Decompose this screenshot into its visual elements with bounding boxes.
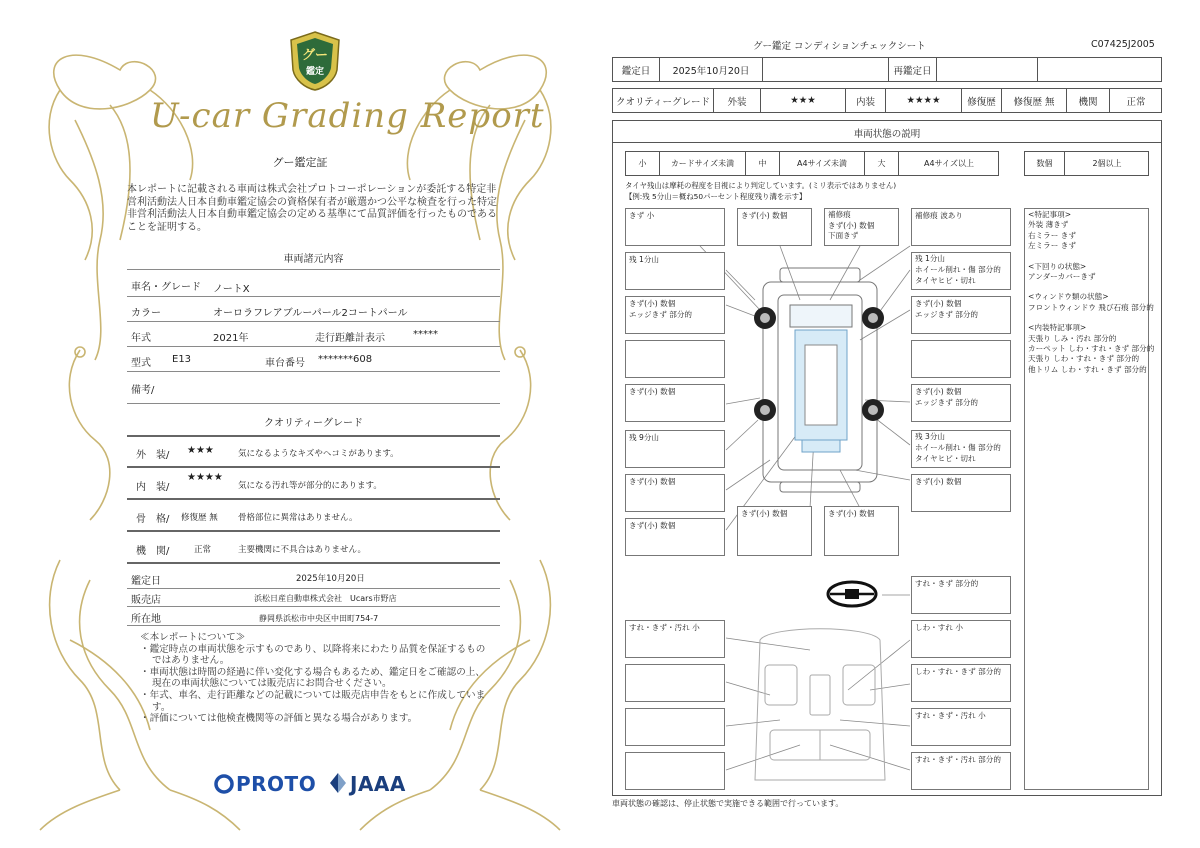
exterior-rating: ★★★: [761, 89, 846, 112]
special-item: 他トリム しわ・すれ・きず 部分的: [1028, 364, 1147, 374]
exterior-label: 外装: [714, 89, 761, 112]
mileage-label: 走行距離計表示: [315, 333, 385, 344]
legend-small-desc: カードサイズ未満: [660, 152, 746, 175]
jaaa-logo-icon: [328, 771, 348, 795]
certificate-title: グー鑑定証: [272, 156, 328, 169]
sheet-code: C07425J2005: [1091, 39, 1155, 50]
engine-value: 正常: [1126, 96, 1146, 108]
engine-label: 機関: [1067, 89, 1110, 112]
note-item: ・鑑定時点の車両状態を示すものであり、以降将来にわたり品質を保証するものではありません。: [140, 643, 486, 667]
note-box: きず(小) 数個: [625, 474, 725, 512]
divider: [127, 588, 500, 589]
note-line: きず(小) 数個: [915, 387, 962, 396]
note-box: きず(小) 数個: [824, 506, 899, 556]
note-item: ・評価については他検査機関等の評価と異なる場合があります。: [140, 713, 418, 725]
legend-count-desc: 2個以上: [1092, 159, 1122, 168]
remarks-label: 備考/: [131, 385, 155, 396]
tire-example-note: 【例:残 5分山＝概ね50パーセント程度残り溝を示す】: [625, 192, 807, 201]
note-box: 残 1分山: [625, 252, 725, 290]
note-box: 補修痕 波あり: [911, 208, 1011, 246]
note-line: 補修痕: [828, 210, 851, 219]
note-line: 残 3分山: [915, 432, 946, 441]
note-box-empty: [625, 708, 725, 746]
grading-date-value: 2025年10月20日: [296, 574, 365, 584]
grading-date-label: 鑑定日: [131, 576, 161, 587]
mileage-value: *****: [413, 329, 438, 340]
note-box: きず 小: [625, 208, 725, 246]
quality-rating-exterior: ★★★: [187, 445, 214, 456]
special-item: 外装 薄きず: [1028, 220, 1069, 230]
quality-label-frame: 骨 格/: [136, 514, 170, 525]
condition-check-sheet: [600, 0, 1200, 848]
special-item: 天張り しみ・汚れ 部分的: [1028, 333, 1117, 343]
quality-comment-frame: 骨格部位に異常はありません。: [238, 513, 358, 523]
note-box: [911, 384, 1011, 422]
year-label: 年式: [131, 333, 151, 344]
model-value: E13: [172, 354, 192, 365]
car-name-label: 車名・グレード: [131, 282, 201, 293]
note-box: すれ・きず・汚れ 小: [625, 620, 725, 658]
special-item: 右ミラー きず: [1028, 230, 1076, 240]
note-box: [824, 208, 899, 246]
note-box: [911, 296, 1011, 334]
note-box: しわ・すれ・きず 部分的: [911, 664, 1011, 702]
dealer-value: 浜松日産自動車株式会社 Ucars市野店: [254, 594, 397, 603]
section-title: 車両状態の説明: [853, 129, 921, 140]
note-item: ・車両状態は時間の経過に伴い変化する場合もあるため、鑑定日をご確認の上、現在の車両状態については販売店にお問合せください。: [140, 666, 485, 690]
divider: [127, 606, 500, 607]
special-notes: [1028, 210, 1154, 375]
quality-rating-engine: 正常: [194, 545, 212, 555]
note-line: タイヤヒビ・切れ: [915, 275, 976, 285]
chassis-value: *******608: [318, 354, 373, 365]
special-heading: <内装特記事項>: [1028, 323, 1087, 333]
quality-comment-exterior: 気になるようなキズやヘコミがあります。: [238, 449, 399, 459]
logo-text-top: グー: [301, 48, 328, 63]
quality-comment-interior: 気になる汚れ等が部分的にあります。: [238, 481, 382, 491]
note-item: ・年式、車名、走行距離などの記載については販売店申告をもとに作成しています。: [140, 689, 486, 713]
quality-rating-frame: 修復歴 無: [181, 513, 218, 523]
notes-title: ≪本レポートについて≫: [140, 632, 246, 643]
note-line: タイヤヒビ・切れ: [915, 453, 976, 463]
divider: [127, 346, 500, 347]
car-name-value: ノートX: [213, 284, 250, 295]
note-box: きず(小) 数個: [911, 474, 1011, 512]
note-box: すれ・きず・汚れ 部分的: [911, 752, 1011, 790]
note-box: [625, 296, 725, 334]
color-value: オーロラフレアブルーパール2コートパール: [213, 308, 408, 319]
divider: [127, 435, 500, 437]
special-item: アンダーカバーきず: [1028, 272, 1096, 282]
note-box: きず(小) 数個: [625, 518, 725, 556]
special-item: 天張り しわ・すれ・きず 部分的: [1028, 354, 1140, 364]
note-box: [911, 252, 1011, 290]
repair-history-label: 修復歴: [962, 89, 1002, 112]
special-item: フロントウィンドウ 飛び石痕 部分的: [1028, 302, 1154, 312]
divider: [127, 403, 500, 404]
note-box: [911, 430, 1011, 468]
quality-title: クオリティーグレード: [264, 418, 363, 429]
quality-label-interior: 内 装/: [136, 482, 170, 493]
special-heading: <特記事項>: [1028, 210, 1072, 219]
year-value: 2021年: [213, 333, 249, 344]
dealer-label: 販売店: [131, 595, 161, 606]
repair-history-value: 修復歴 無: [1002, 89, 1067, 112]
quality-label-engine: 機 関/: [136, 546, 170, 557]
special-item: カーペット しわ・すれ・きず 部分的: [1028, 344, 1155, 354]
note-line: エッジきず 部分的: [629, 310, 693, 319]
note-line: 残 1分山: [915, 254, 946, 263]
note-box: 残 9分山: [625, 430, 725, 468]
note-box: すれ・きず・汚れ 小: [911, 708, 1011, 746]
proto-logo-icon: [214, 774, 234, 794]
color-label: カラー: [131, 308, 161, 319]
quality-grade-label: クオリティーグレード: [613, 89, 714, 112]
note-line: きず(小) 数個: [828, 220, 875, 230]
note-box: きず(小) 数個: [737, 506, 812, 556]
divider: [127, 498, 500, 500]
divider: [127, 296, 500, 297]
divider: [127, 466, 500, 468]
special-heading: <下回りの状態>: [1028, 261, 1087, 271]
logo-text-bottom: 鑑定: [305, 67, 324, 77]
tire-note: タイヤ残山は摩耗の程度を目視により判定しています。(ミリ表示ではありません): [625, 181, 897, 190]
note-line: きず(小) 数個: [915, 299, 962, 308]
divider: [127, 625, 500, 626]
certificate-statement: 本レポートに記載される車両は株式会社プロトコーポレーションが委託する特定非営利活動法人日本自動車鑑定協会の資格保有者が厳選かつ公平な検査を行った特定非営利活動法人日本自動車鑑定協会の定める基準にて品質評価を行ったものであることを証明する。: [127, 184, 497, 233]
report-notes: [140, 632, 490, 725]
regrading-date-label: 再鑑定日: [889, 58, 937, 81]
divider: [127, 530, 500, 532]
chassis-label: 車台番号: [265, 358, 305, 369]
footer-note: 車両状態の確認は、停止状態で実施できる範囲で行っています。: [612, 799, 844, 808]
note-line: エッジきず 部分的: [915, 398, 979, 407]
legend-count: 数個: [1025, 152, 1065, 175]
grading-date-label: 鑑定日: [613, 58, 660, 81]
address-label: 所在地: [131, 614, 161, 625]
special-heading: <ウィンドウ類の状態>: [1028, 292, 1109, 302]
script-title: U-car Grading Report: [150, 96, 545, 136]
address-value: 静岡県浜松市中央区中田町754-7: [259, 614, 379, 623]
model-label: 型式: [131, 358, 151, 369]
note-line: ホイール削れ・傷 部分的: [915, 442, 1001, 452]
proto-brand: PROTO: [236, 772, 317, 796]
legend-large-desc: A4サイズ以上: [924, 159, 974, 168]
divider: [127, 371, 500, 372]
note-box-empty: [625, 664, 725, 702]
sheet-title: グー鑑定 コンディションチェックシート: [753, 41, 926, 52]
note-line: ホイール削れ・傷 部分的: [915, 264, 1001, 274]
legend-small: 小: [626, 152, 660, 175]
special-item: 左ミラー きず: [1028, 241, 1076, 251]
interior-label: 内装: [846, 89, 886, 112]
legend-medium-desc: A4サイズ未満: [780, 152, 865, 175]
quality-rating-interior: ★★★★: [187, 472, 223, 483]
note-box: きず(小) 数個: [737, 208, 812, 246]
interior-rating: ★★★★: [886, 89, 962, 112]
note-box: しわ・すれ 小: [911, 620, 1011, 658]
quality-comment-engine: 主要機関に不具合はありません。: [238, 545, 367, 555]
note-line: エッジきず 部分的: [915, 310, 979, 319]
note-box-empty: [625, 340, 725, 378]
divider: [127, 269, 500, 270]
note-line: きず(小) 数個: [629, 299, 676, 308]
note-line: 下面きず: [828, 231, 859, 240]
note-box-empty: [625, 752, 725, 790]
legend-large: 大: [865, 152, 899, 175]
note-box: すれ・きず 部分的: [911, 576, 1011, 614]
divider: [127, 562, 500, 564]
note-box: きず(小) 数個: [625, 384, 725, 422]
specs-title: 車両諸元内容: [283, 254, 344, 265]
grading-date-value: 2025年10月20日: [660, 58, 763, 81]
note-box-empty: [911, 340, 1011, 378]
quality-label-exterior: 外 装/: [136, 450, 170, 461]
steering-wheel-icon: [828, 582, 876, 606]
legend-medium: 中: [746, 152, 780, 175]
divider: [127, 321, 500, 322]
jaaa-brand: JAAA: [350, 772, 406, 796]
